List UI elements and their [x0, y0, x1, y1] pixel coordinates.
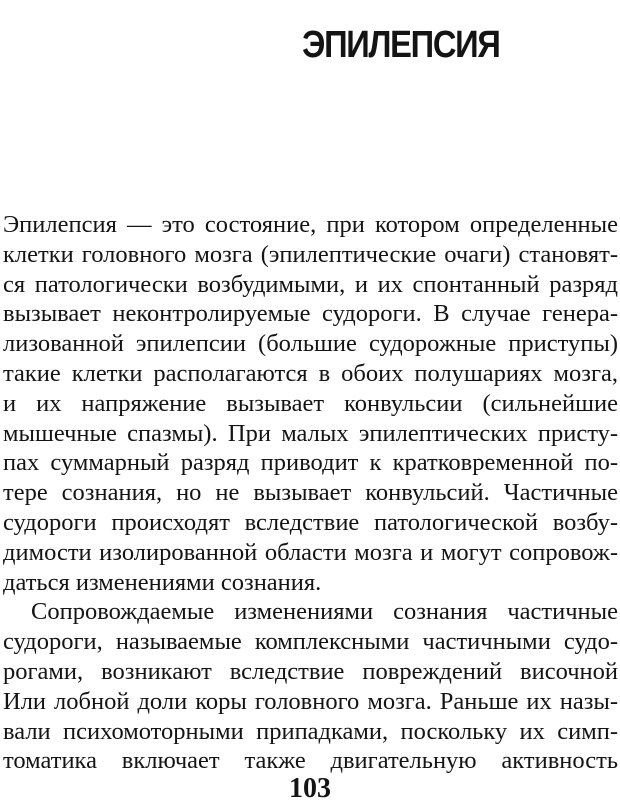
body-text: [3, 210, 618, 776]
text-line: такие клетки располагаются в обоих полушариях мозга,: [3, 359, 618, 387]
text-line: ся патологически возбудимыми, и их спонтанный разряд: [3, 270, 618, 298]
text-line: даться изменениями сознания.: [3, 568, 322, 596]
text-line: мышечные спазмы). При малых эпилептических присту-: [3, 419, 618, 447]
text-line: Или лобной доли коры головного мозга. Раньше их назы-: [3, 687, 618, 715]
text-line: рогами, возникают вследствие повреждений височной: [3, 657, 618, 685]
text-line: вали психомоторными припадками, поскольку их симп-: [3, 717, 618, 745]
paragraph-2: [3, 597, 618, 776]
text-line: тере сознания, но не вызывает конвульсий. Частичные: [3, 479, 618, 507]
text-line: томатика включает также двигательную активность: [3, 747, 618, 775]
text-line: и их напряжение вызывает конвульсии (сильнейшие: [3, 389, 618, 417]
text-line: лизованной эпилепсии (большие судорожные приступы): [3, 330, 618, 358]
text-line: Сопровождаемые изменениями сознания частичные: [31, 598, 618, 626]
page-number: 103: [289, 773, 331, 804]
text-line: димости изолированной области мозга и могут сопровож-: [3, 538, 618, 566]
text-line: пах суммарный разряд приводит к кратковременной по-: [3, 449, 618, 477]
page-title: ЭПИЛЕПСИЯ: [302, 24, 500, 67]
paragraph-1: [3, 210, 618, 597]
text-line: Эпилепсия — это состояние, при котором определенные: [3, 211, 618, 238]
text-line: судороги, называемые комплексными частичными судо-: [3, 628, 618, 656]
text-line: клетки головного мозга (эпилептические очаги) становят-: [3, 240, 618, 268]
text-line: судороги происходят вследствие патологической возбу-: [3, 508, 618, 536]
text-line: вызывает неконтролируемые судороги. В случае генера-: [3, 300, 618, 328]
